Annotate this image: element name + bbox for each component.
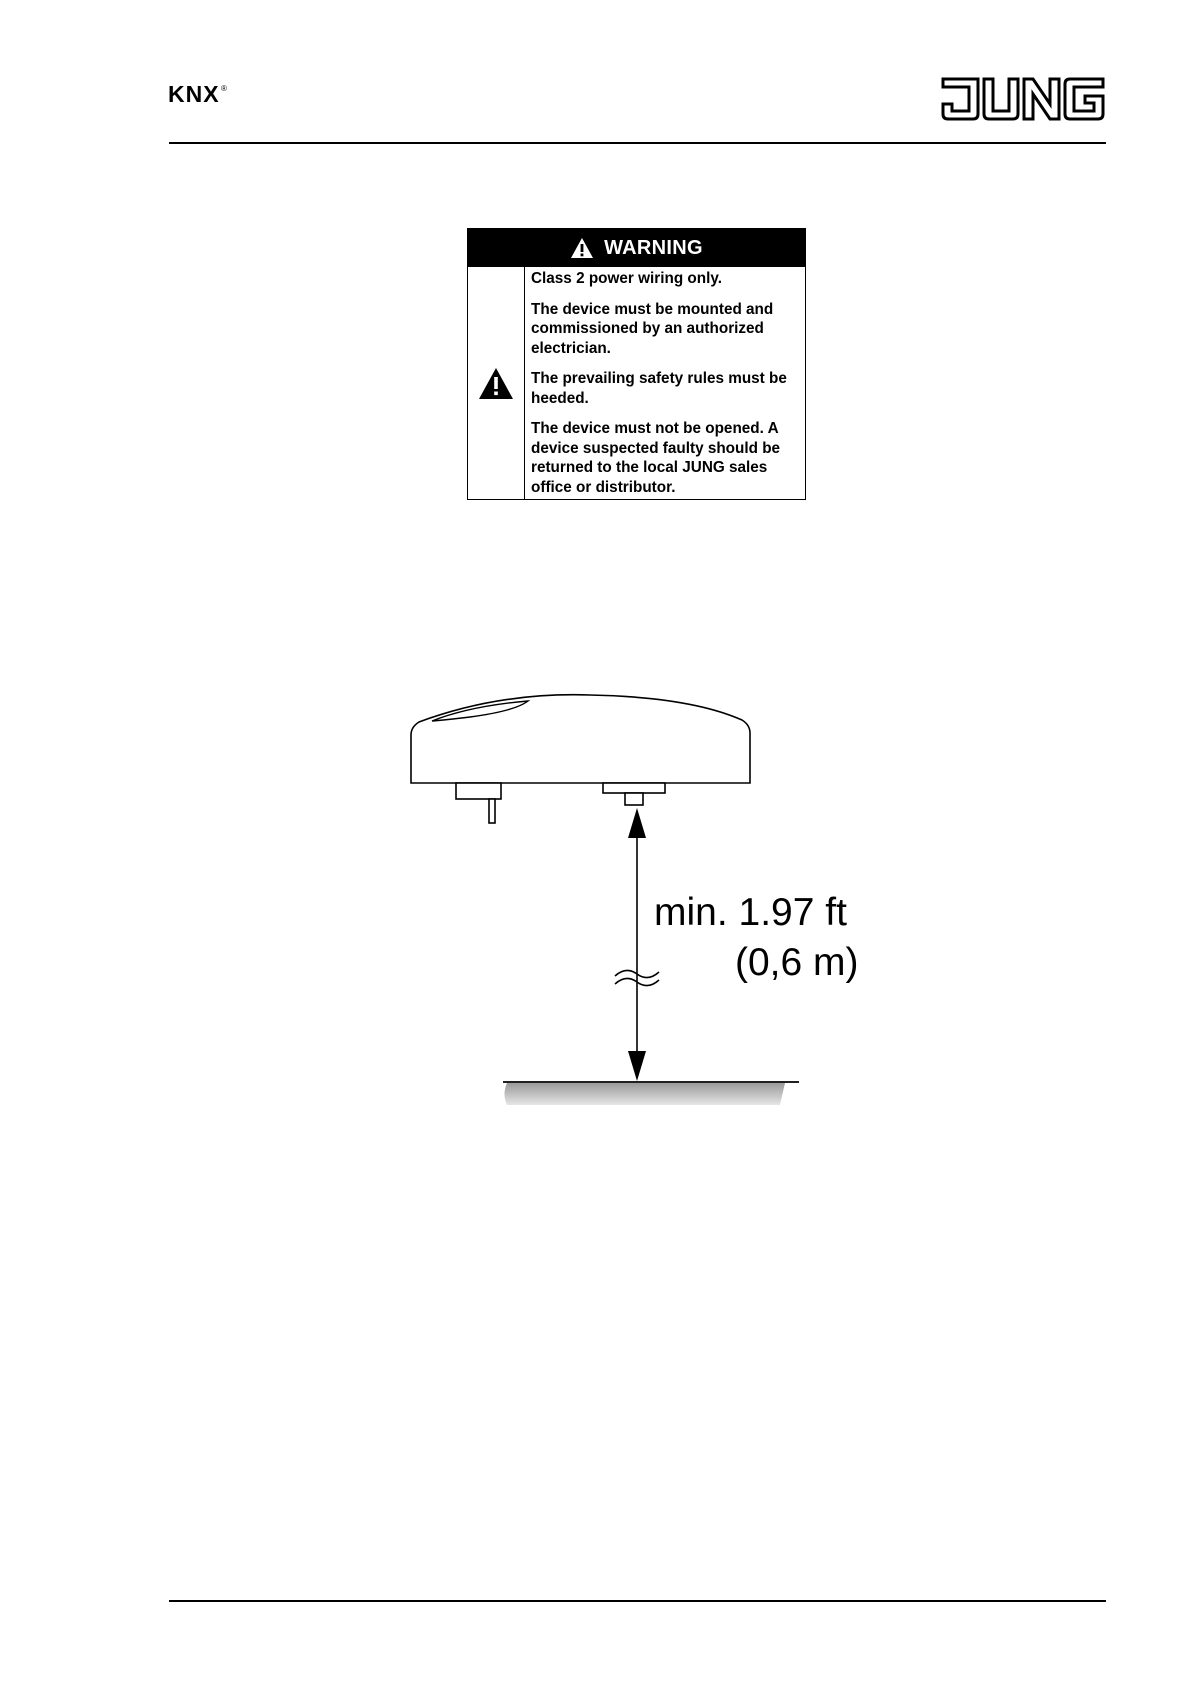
distance-metric-label: (0,6 m) [735,941,859,984]
knx-logo-text: KNX [168,81,220,107]
dimension-arrow-up [628,808,646,838]
floor-shadow [505,1083,786,1105]
device-pin [489,799,495,823]
jung-logo-text: JUNG [940,76,943,77]
device-sensor [625,793,643,805]
warning-line-mounting: The device must be mounted and commissioned by an authorized electrician. [531,300,774,357]
warning-line-opening: The device must not be opened. A device suspected faulty should be returned to the local JUNG sales office or distributor. [531,420,781,496]
device-connector-left [456,783,501,799]
warning-line-wiring: Class 2 power wiring only. [531,270,722,287]
registered-mark: ® [221,84,227,93]
device-sensor-mount [603,783,665,793]
dimension-arrow-down [628,1051,646,1081]
warning-line-safety: The prevailing safety rules must be heeded. [531,370,787,407]
distance-imperial-label: min. 1.97 ft [654,891,847,934]
footer-rule [169,1600,1106,1602]
device-body [411,695,750,783]
warning-title: WARNING [604,236,703,259]
